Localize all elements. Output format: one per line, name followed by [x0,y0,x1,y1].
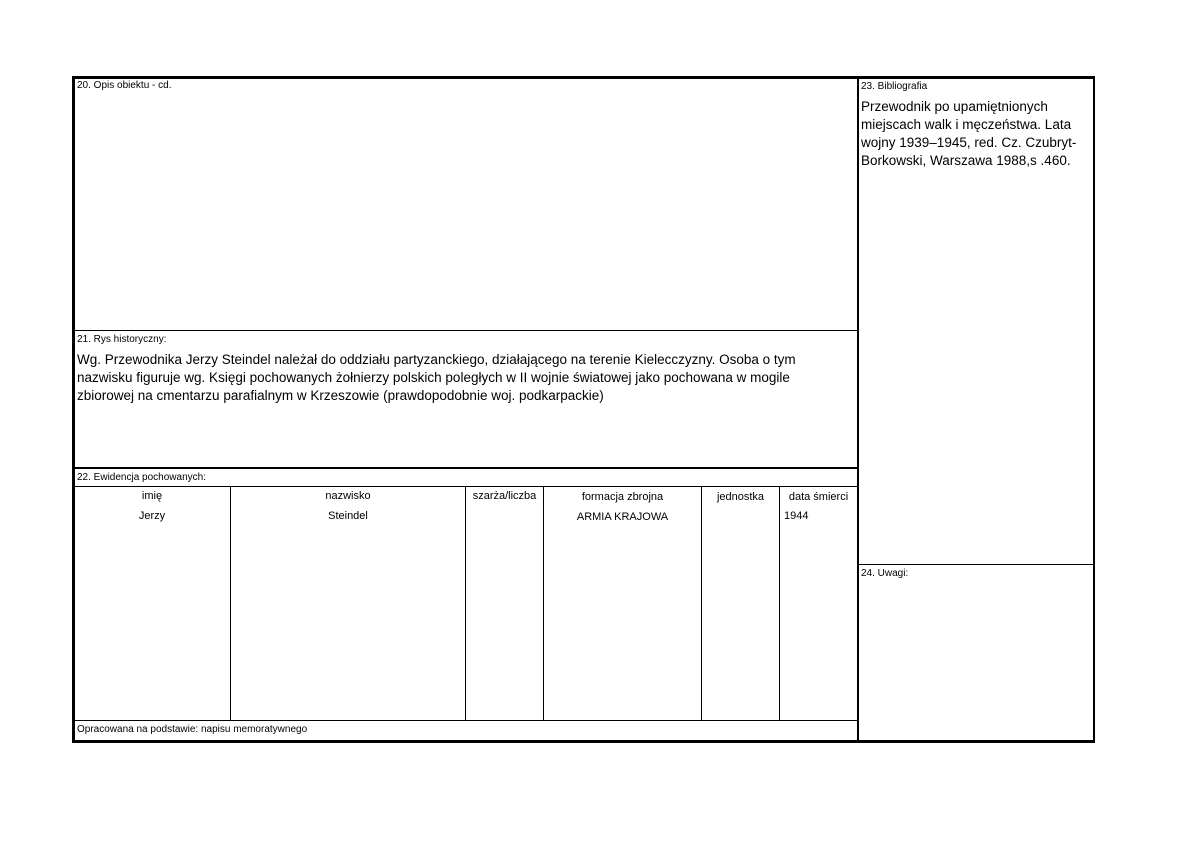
section-24-title: 24. Uwagi: [861,568,909,579]
divider-20-21 [74,330,859,331]
table-cell-nazwisko: Steindel [328,510,368,522]
column-header-jednostka: jednostka [716,491,765,503]
column-header-imie: imię [141,490,163,502]
table-column-divider [701,487,702,720]
table-cell-data-smierci: 1944 [784,510,809,522]
section-22-footer: Opracowana na podstawie: napisu memoratywnego [77,724,308,735]
section-23-text [861,98,1093,170]
text-line: miejscach walk i męczeństwa. Lata [861,117,1072,132]
text-line: Przewodnik po upamiętnionych [861,99,1048,114]
divider-main-vertical [857,77,859,743]
column-header-data-smierci: data śmierci [788,491,849,503]
divider-21-22 [74,467,859,469]
table-cell-formacja: ARMIA KRAJOWA [576,511,669,523]
text-line: wojny 1939–1945, red. Cz. Czubryt- [861,135,1077,150]
text-line: zbiorowej na cmentarzu parafialnym w Krzeszowie (prawdopodobnie woj. podkarpackie) [77,388,604,403]
section-21-title: 21. Rys historyczny: [77,334,167,345]
divider-22-header [74,486,859,487]
table-column-divider [779,487,780,720]
column-header-nazwisko: nazwisko [325,490,371,502]
column-header-szarza: szarża/liczba [472,490,537,502]
section-21-text [77,351,855,405]
table-column-divider [465,487,466,720]
section-23-title: 23. Bibliografia [861,81,928,92]
text-line: Wg. Przewodnika Jerzy Steindel należał do oddziału partyzanckiego, działającego na terenie Kielecczyzny. Osoba o tym [77,352,796,367]
text-line: Borkowski, Warszawa 1988,s .460. [861,153,1071,168]
form-frame [72,76,1095,743]
divider-22-footer [74,720,859,721]
section-22-title: 22. Ewidencja pochowanych: [77,472,206,483]
column-header-formacja: formacja zbrojna [581,491,664,503]
section-20-title: 20. Opis obiektu - cd. [77,80,172,91]
divider-23-24 [858,564,1094,565]
table-cell-imie: Jerzy [138,510,166,522]
text-line: nazwisku figuruje wg. Księgi pochowanych żołnierzy polskich poległych w II wojnie światowej jako pochowana w mogile [77,370,790,385]
